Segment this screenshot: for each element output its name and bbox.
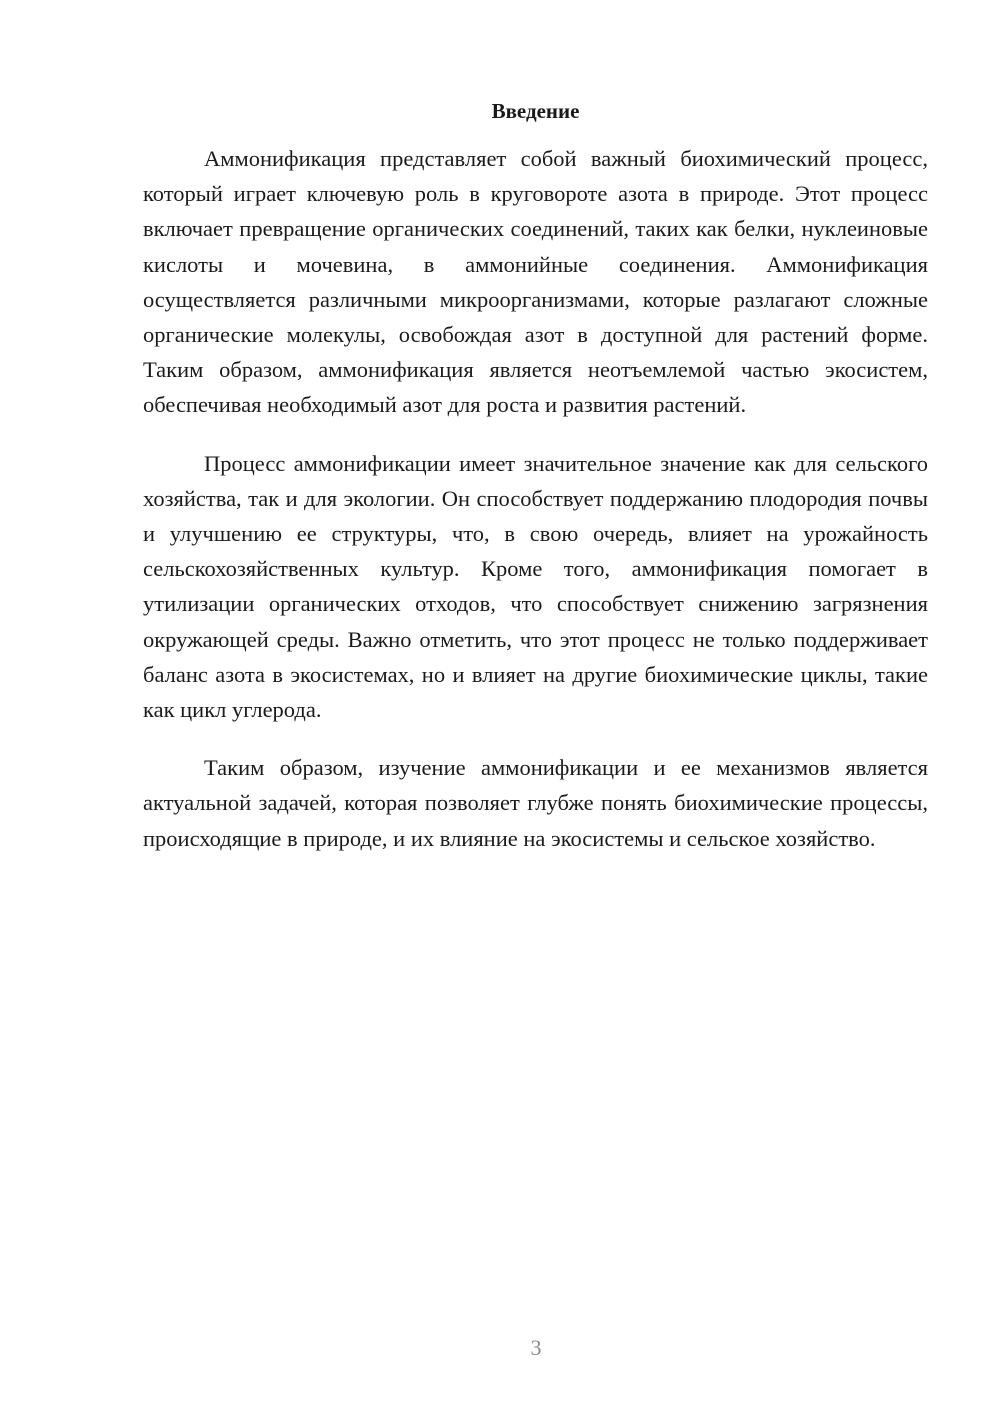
page-number: 3 — [530, 1335, 542, 1360]
paragraph-3: Таким образом, изучение аммонификации и ее механизмов является актуальной задачей, которая позволяет глубже понять биохимические процессы, происходящие в природе, и их влияние на экосистемы и сельское хозяйство. — [143, 755, 928, 851]
body-text — [143, 141, 928, 879]
paragraph-2: Процесс аммонификации имеет значительное значение как для сельского хозяйства, так и для экологии. Он способствует поддержанию плодородия почвы и улучшению ее структуры, что, в свою очередь, влияет на урожайность сельскохозяйственных культур. Кроме того, аммонификация помогает в утилизации органических отходов, что способствует снижению загрязнения окружающей среды. Важно отметить, что этот процесс не только поддерживает баланс азота в экосистемах, но и влияет на другие биохимические циклы, такие как цикл углерода. — [143, 450, 928, 723]
section-heading: Введение — [491, 99, 580, 123]
paragraph-1: Аммонификация представляет собой важный биохимический процесс, который играет ключевую роль в круговороте азота в природе. Этот процесс включает превращение органических соединений, таких как белки, нуклеиновые кислоты и мочевина, в аммонийные соединения. Аммонификация осуществляется различными микроорганизмами, которые разлагают сложные органические молекулы, освобождая азот в доступной для растений форме. Таким образом, аммонификация является неотъемлемой частью экосистем, обеспечивая необходимый азот для роста и развития растений. — [143, 146, 928, 418]
